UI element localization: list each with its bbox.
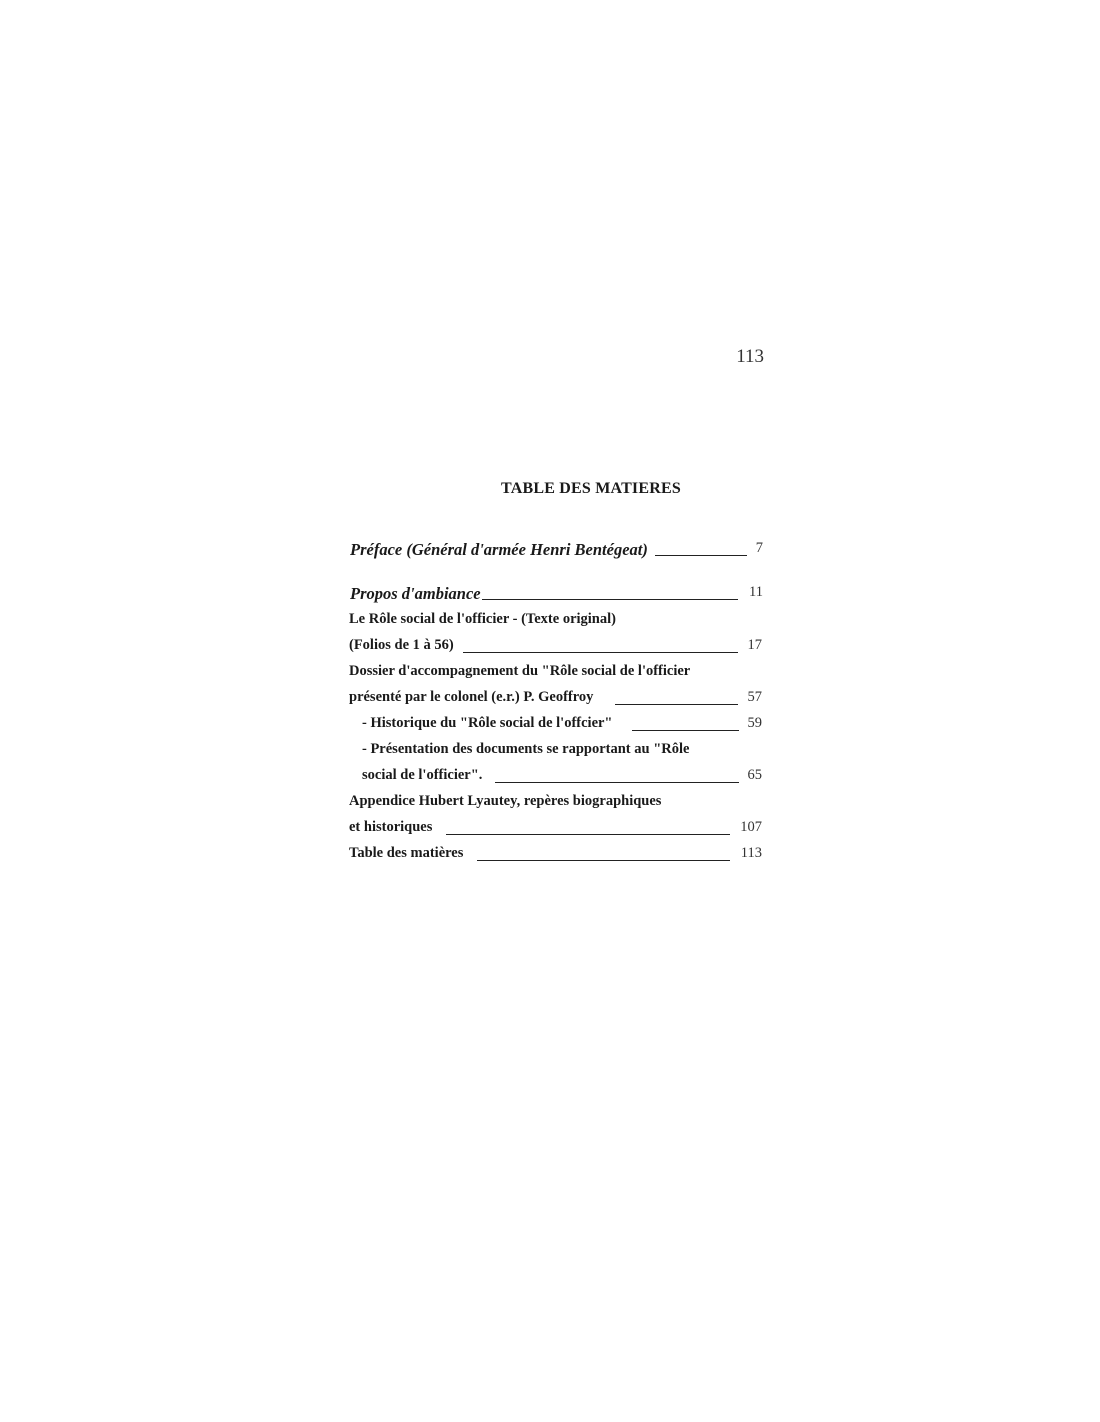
toc-entry-preface bbox=[350, 540, 763, 560]
toc-entry-text: présenté par le colonel (e.r.) P. Geoffroy bbox=[349, 689, 594, 705]
toc-entry-page: 59 bbox=[747, 715, 762, 731]
toc-entry-page: 113 bbox=[740, 845, 762, 861]
toc-entry-dossier bbox=[349, 663, 762, 683]
toc-leader-line bbox=[463, 652, 738, 653]
page-number: 113 bbox=[736, 346, 764, 367]
toc-entry-text: Propos d'ambiance bbox=[350, 584, 481, 603]
toc-entry-text: Table des matières bbox=[349, 845, 464, 861]
toc-entry-text: social de l'officier". bbox=[362, 767, 483, 783]
toc-entry-page: 57 bbox=[747, 689, 762, 705]
toc-entry-presentation-documents bbox=[362, 741, 762, 761]
toc-entry-presente-par bbox=[349, 689, 762, 709]
toc-entry-page: 65 bbox=[747, 767, 762, 783]
toc-leader-line bbox=[495, 782, 739, 783]
toc-entry-text: - Historique du "Rôle social de l'offcier" bbox=[362, 715, 613, 731]
toc-entry-page: 17 bbox=[747, 637, 762, 653]
toc-entry-table-matieres bbox=[349, 845, 762, 865]
toc-entry-social-officier bbox=[362, 767, 762, 787]
toc-entry-text: Dossier d'accompagnement du "Rôle social de l'officier bbox=[349, 663, 691, 679]
toc-leader-line bbox=[615, 704, 738, 705]
toc-leader-line bbox=[446, 834, 730, 835]
toc-entry-role-social bbox=[349, 611, 762, 631]
toc-title: TABLE DES MATIERES bbox=[501, 480, 681, 497]
toc-leader-line bbox=[482, 599, 738, 600]
toc-entry-historique bbox=[362, 715, 762, 735]
toc-entry-text: Préface (Général d'armée Henri Bentégeat) bbox=[350, 540, 648, 559]
toc-entry-folios bbox=[349, 637, 762, 657]
toc-entry-text: Le Rôle social de l'officier - (Texte original) bbox=[349, 611, 616, 627]
toc-entry-page: 7 bbox=[755, 540, 763, 556]
toc-entry-page: 11 bbox=[749, 584, 763, 600]
toc-entry-propos-ambiance bbox=[350, 584, 763, 604]
toc-entry-text: et historiques bbox=[349, 819, 433, 835]
toc-entry-page: 107 bbox=[740, 819, 762, 835]
toc-entry-appendice bbox=[349, 793, 762, 813]
toc-leader-line bbox=[477, 860, 730, 861]
toc-entry-et-historiques bbox=[349, 819, 762, 839]
toc-entry-text: - Présentation des documents se rapportant au "Rôle bbox=[362, 741, 690, 757]
toc-leader-line bbox=[632, 730, 739, 731]
toc-leader-line bbox=[655, 555, 747, 556]
toc-entry-text: (Folios de 1 à 56) bbox=[349, 637, 454, 653]
toc-entry-text: Appendice Hubert Lyautey, repères biographiques bbox=[349, 793, 662, 809]
